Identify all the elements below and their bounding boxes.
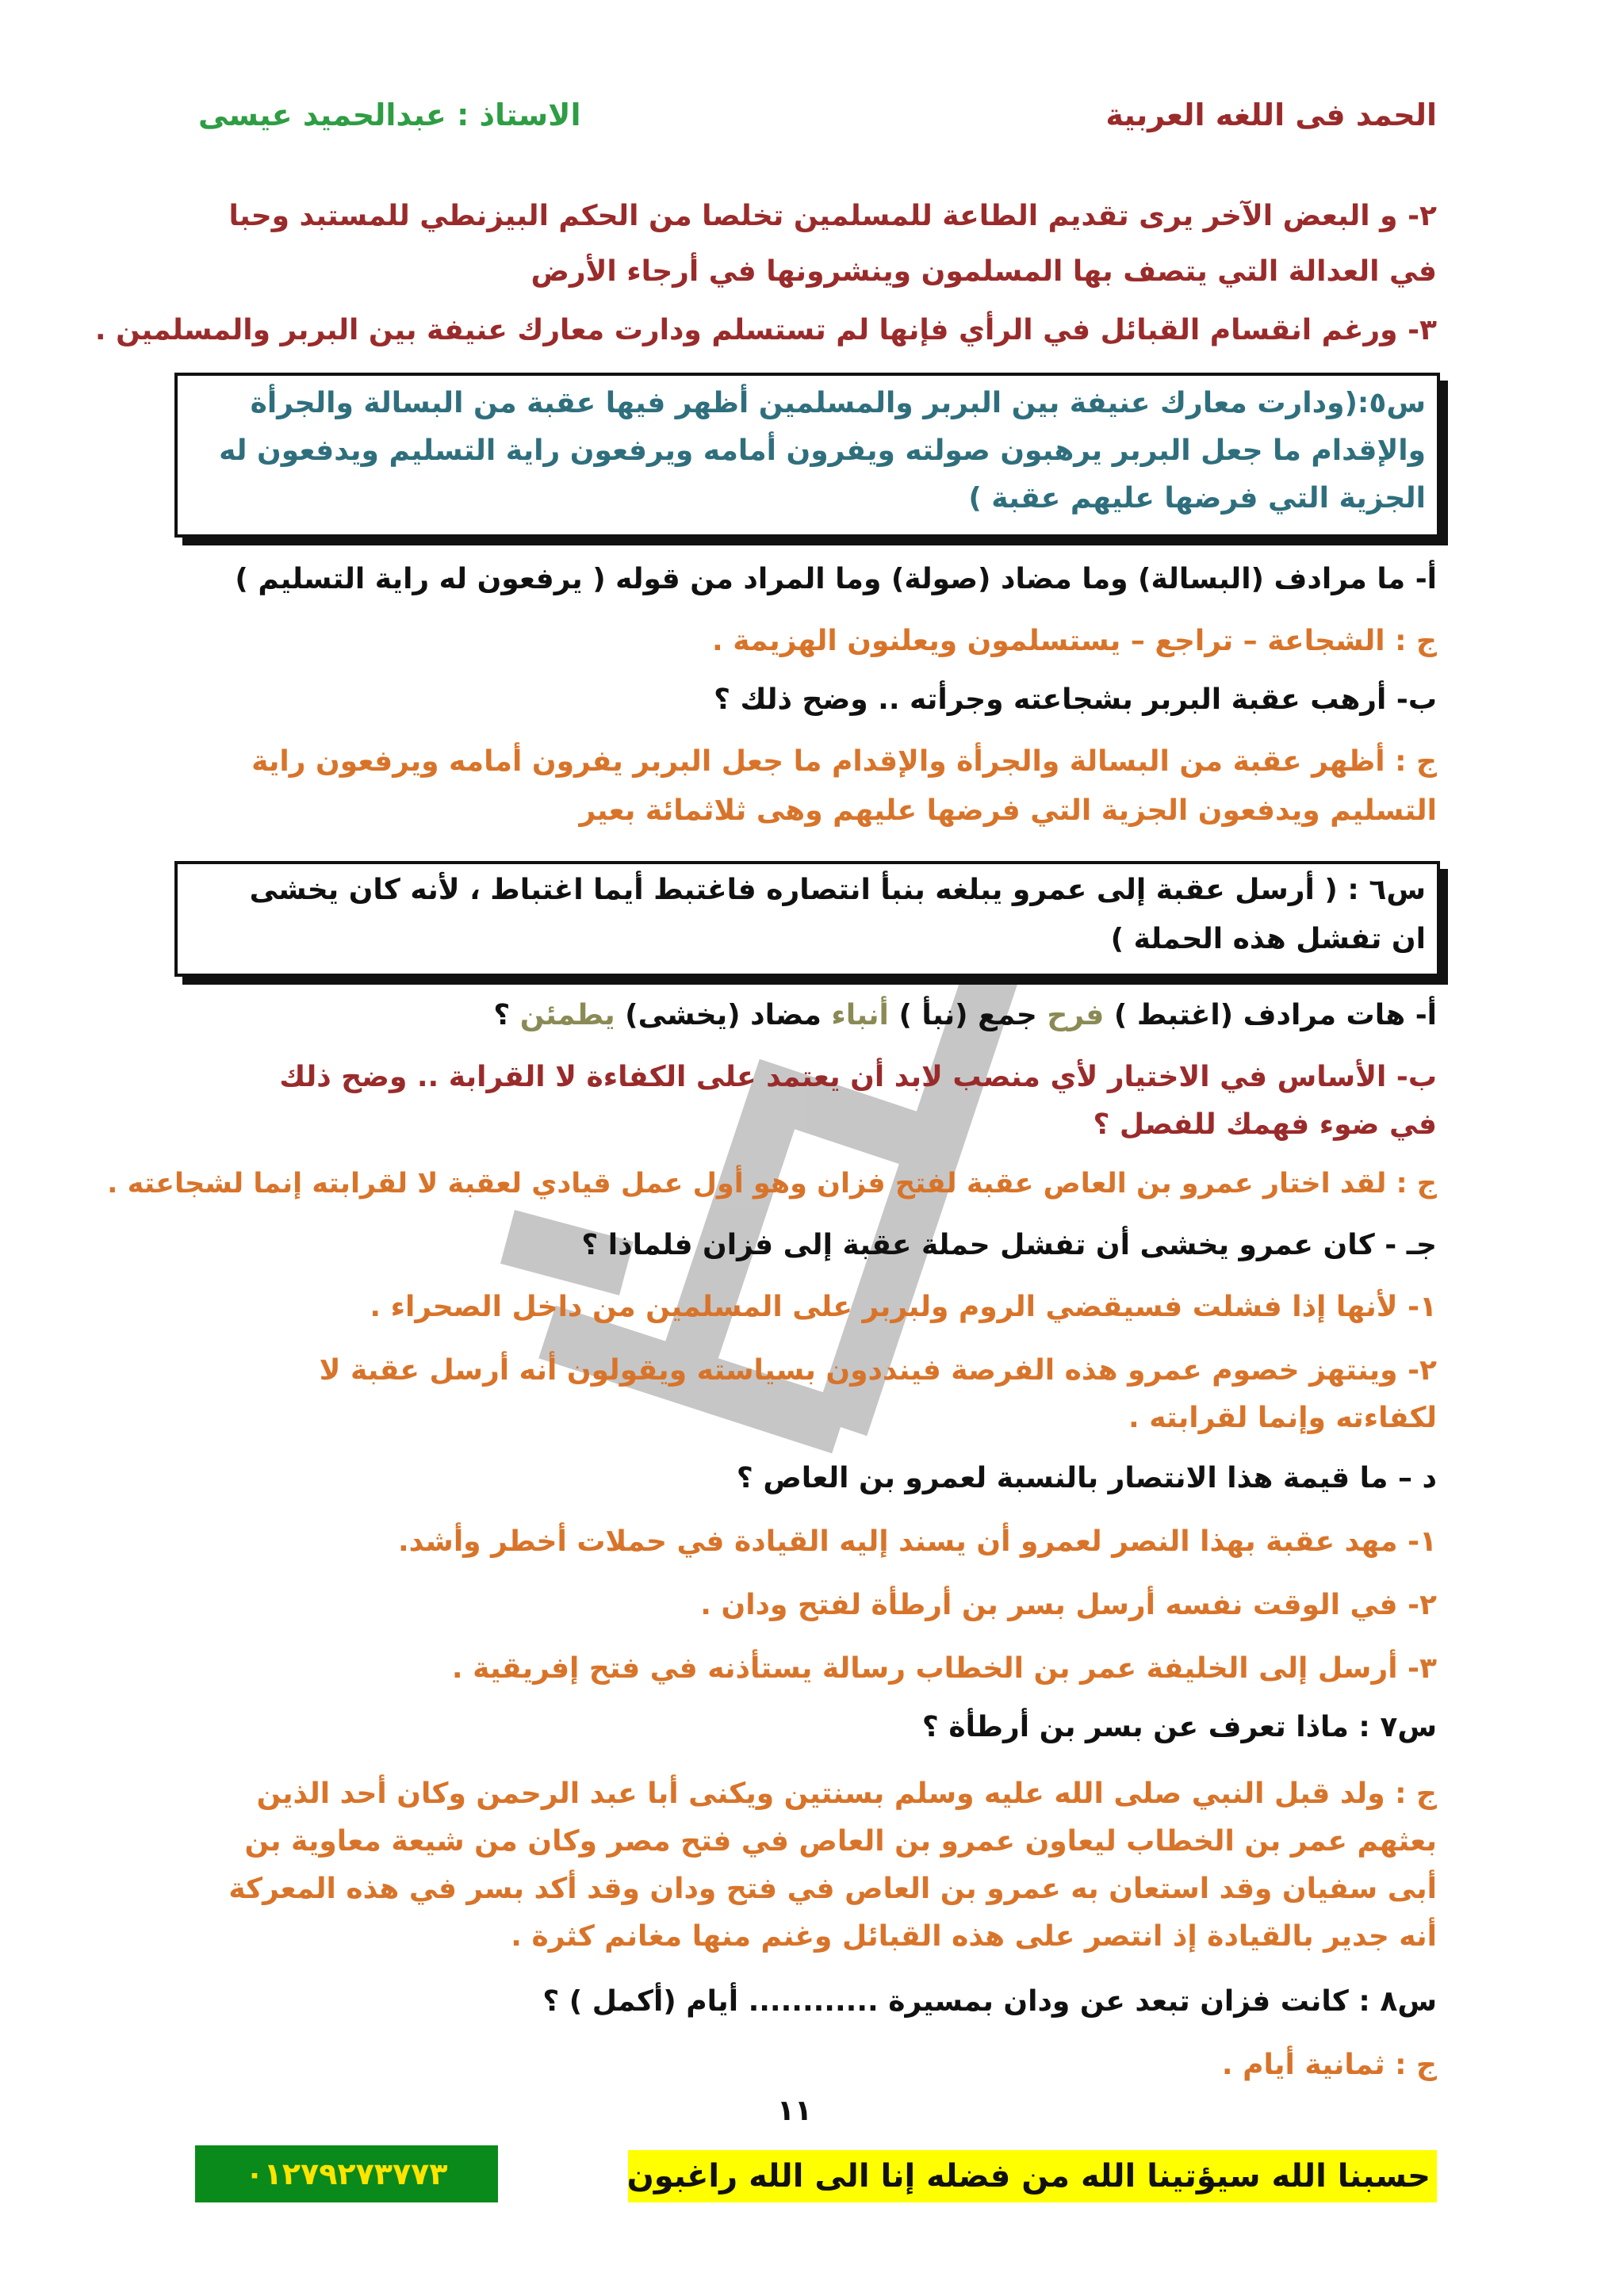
q6-a-mid-1: جمع (نبأ ) bbox=[898, 999, 1037, 1031]
q6-a-word-3: يطمئن bbox=[519, 999, 615, 1031]
intro-line-3: ٣- ورغم انقسام القبائل في الرأي فإنها لم تستسلم ودارت معارك عنيفة بين البربر والمسلمين . bbox=[94, 314, 1437, 346]
q6-box-line-1: س٦ : ( أرسل عقبة إلى عمرو يبلغه بنبأ انتصاره فاغتبط أيما اغتباط ، لأنه كان يخشى bbox=[249, 874, 1426, 906]
intro-line-1: ٢- و البعض الآخر يرى تقديم الطاعة للمسلمين تخلصا من الحكم البيزنطي للمستبد وحبا bbox=[228, 200, 1437, 232]
q5-b-answer-1: ج : أظهر عقبة من البسالة والجرأة والإقدام ما جعل البربر يفرون أمامه ويرفعون راية bbox=[251, 745, 1437, 778]
q6-a-word-2: أنباء bbox=[831, 999, 889, 1031]
q6-a-suffix: ؟ bbox=[493, 999, 511, 1031]
q6-b-answer: ج : لقد اختار عمرو بن العاص عقبة لفتح فزان وهو أول عمل قيادي لعقبة لا لقرابته إنما لشجاعته . bbox=[107, 1168, 1437, 1200]
q6-b-question-1: ب- الأساس في الاختيار لأي منصب لابد أن يعتمد على الكفاءة لا القرابة .. وضح ذلك bbox=[279, 1061, 1437, 1093]
footer-prayer: حسبنا الله سيؤتينا الله من فضله إنا الى الله راغبون bbox=[628, 2150, 1437, 2202]
q5-b-question: ب- أرهب عقبة البربر بشجاعته وجرأته .. وضح ذلك ؟ bbox=[714, 683, 1437, 716]
page-title: الحمد فى اللغه العربية bbox=[1105, 98, 1437, 132]
q6-d-answer-2: ٢- في الوقت نفسه أرسل بسر بن أرطأة لفتح ودان . bbox=[700, 1589, 1437, 1621]
q5-box-line-3: الجزية التي فرضها عليهم عقبة ) bbox=[968, 482, 1426, 515]
q6-a-question bbox=[159, 994, 1437, 1037]
q6-c-answer-1: ١- لأنها إذا فشلت فسيقضي الروم ولبربر على المسلمين من داخل الصحراء . bbox=[370, 1291, 1437, 1323]
q6-d-answer-1: ١- مهد عقبة بهذا النصر لعمرو أن يسند إليه القيادة في حملات أخطر وأشد. bbox=[397, 1525, 1437, 1558]
q7-answer-4: أنه جدير بالقيادة إذ انتصر على هذه القبائل وغنم منها مغانم كثرة . bbox=[511, 1920, 1437, 1953]
q6-a-word-1: فرح bbox=[1047, 999, 1105, 1031]
q5-box-line-1: س٥:(ودارت معارك عنيفة بين البربر والمسلمين أظهر فيها عقبة من البسالة والجرأة bbox=[250, 387, 1426, 419]
q6-c-answer-2: ٢- وينتهز خصوم عمرو هذه الفرصة فينددون بسياسته ويقولون أنه أرسل عقبة لا bbox=[319, 1354, 1437, 1387]
q7-answer-3: أبى سفيان وقد استعان به عمرو بن العاص في فتح ودان وقد أكد بسر في هذه المعركة bbox=[228, 1873, 1437, 1905]
q5-a-answer: ج : الشجاعة – تراجع – يستسلمون ويعلنون الهزيمة . bbox=[712, 625, 1437, 657]
q8-question: س٨ : كانت فزان تبعد عن ودان بمسيرة ............ أيام (أكمل ) ؟ bbox=[542, 1985, 1437, 2018]
q6-d-question: د – ما قيمة هذا الانتصار بالنسبة لعمرو بن العاص ؟ bbox=[736, 1462, 1437, 1494]
q6-box-line-2: ان تفشل هذه الحملة ) bbox=[1110, 923, 1426, 955]
question-6-box bbox=[174, 861, 1440, 977]
q5-a-question: أ- ما مرادف (البسالة) وما مضاد (صولة) وما المراد من قوله ( يرفعون له راية التسليم ) bbox=[235, 563, 1437, 595]
q6-c-question: جـ - كان عمرو يخشى أن تفشل حملة عقبة إلى فزان فلماذا ؟ bbox=[581, 1229, 1437, 1261]
intro-line-2: في العدالة التي يتصف بها المسلمون وينشرونها في أرجاء الأرض bbox=[530, 255, 1437, 288]
q6-a-prefix: أ- هات مرادف (اغتبط ) bbox=[1113, 999, 1437, 1031]
q6-c-answer-3: لكفاءته وإنما لقرابته . bbox=[1128, 1402, 1437, 1434]
page-content bbox=[94, 0, 1437, 2296]
phone-number: ٠١٢٧٩٢٧٣٧٧٣ bbox=[195, 2145, 498, 2202]
q5-box-line-2: والإقدام ما جعل البربر يرهبون صولته ويفرون أمامه ويرفعون راية التسليم ويدفعون له bbox=[219, 434, 1426, 467]
question-5-box bbox=[174, 373, 1440, 538]
q7-answer-1: ج : ولد قبل النبي صلى الله عليه وسلم بسنتين ويكنى أبا عبد الرحمن وكان أحد الذين bbox=[256, 1777, 1437, 1810]
q8-answer: ج : ثمانية أيام . bbox=[1221, 2049, 1437, 2081]
q6-b-question-2: في ضوء فهمك للفصل ؟ bbox=[1093, 1108, 1437, 1141]
q5-b-answer-2: التسليم ويدفعون الجزية التي فرضها عليهم وهى ثلاثمائة بعير bbox=[579, 794, 1437, 827]
page-number: ١١ bbox=[777, 2095, 812, 2127]
q6-d-answer-3: ٣- أرسل إلى الخليفة عمر بن الخطاب رسالة يستأذنه في فتح إفريقية . bbox=[451, 1652, 1437, 1685]
q7-question: س٧ : ماذا تعرف عن بسر بن أرطأة ؟ bbox=[921, 1711, 1437, 1743]
q6-a-mid-2: مضاد (يخشى) bbox=[625, 999, 822, 1031]
q7-answer-2: بعثهم عمر بن الخطاب ليعاون عمرو بن العاص في فتح مصر وكان من شيعة معاوية بن bbox=[244, 1825, 1437, 1858]
teacher-name: الاستاذ : عبدالحميد عيسى bbox=[198, 98, 581, 132]
